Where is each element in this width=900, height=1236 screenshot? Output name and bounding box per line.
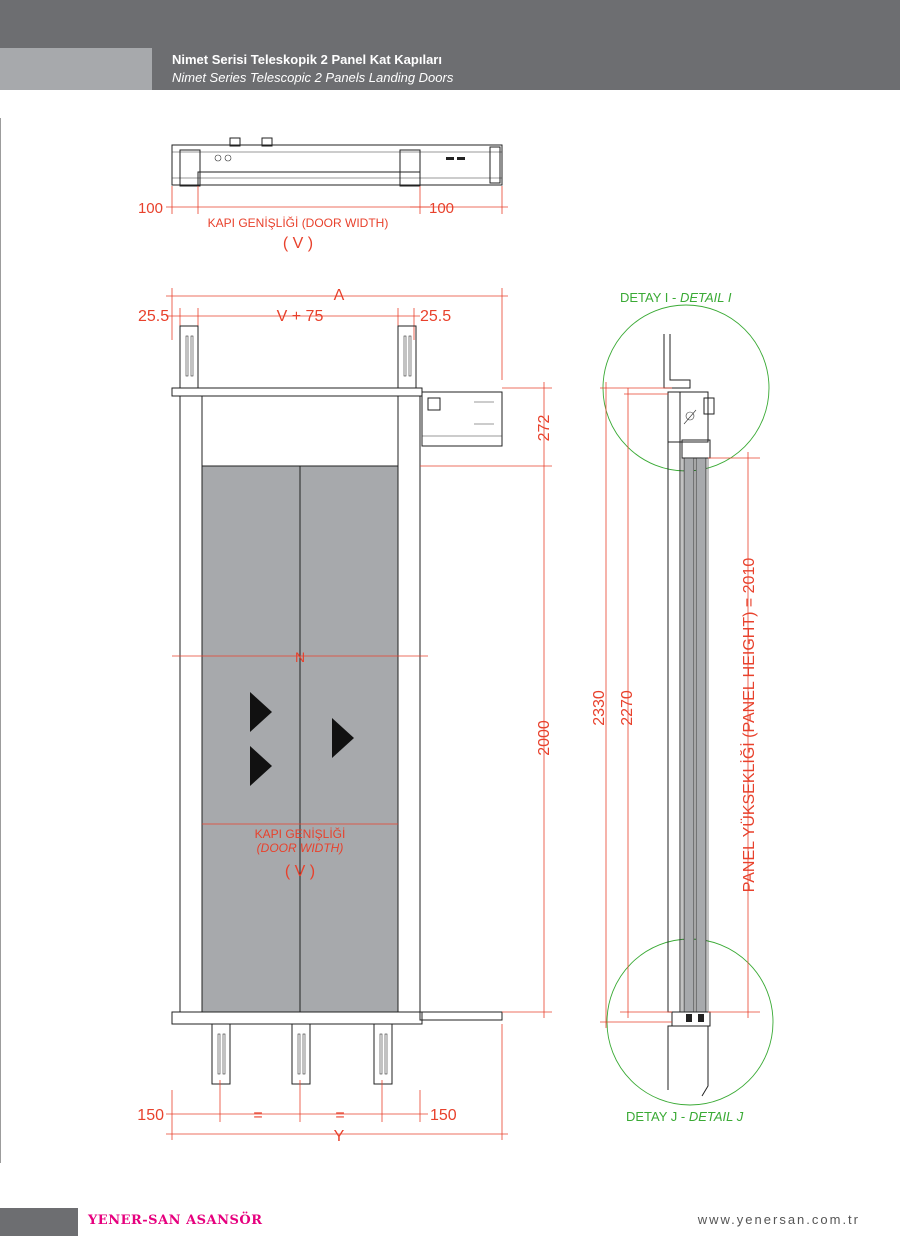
- top-door-width-symbol: ( V ): [282, 235, 314, 252]
- detail-i-label: [620, 290, 732, 305]
- panel-height-label: PANEL YÜKSEKLİĞİ (PANEL HEIGHT) = 2010: [741, 557, 758, 893]
- side-panel-2: [696, 458, 706, 1012]
- bracket-span-label: V + 75: [276, 308, 324, 325]
- top-view-rail: [172, 145, 502, 185]
- footer-brand: YENER-SAN ASANSÖR: [88, 1213, 263, 1228]
- right-margin-label: 25.5: [420, 308, 452, 325]
- side-dim-2270: 2270: [619, 690, 636, 726]
- side-panel-1: [684, 458, 694, 1012]
- lower-bracket-3: [374, 1024, 392, 1084]
- detail-i-suffix: DETAIL I: [679, 290, 732, 305]
- footer-url[interactable]: www.yenersan.com.tr: [697, 1212, 860, 1227]
- bottom-right-label: 150: [430, 1107, 457, 1124]
- detail-i-prefix: DETAY I -: [620, 290, 680, 305]
- bottom-left-label: 150: [137, 1107, 164, 1124]
- front-view: [166, 288, 552, 1140]
- door-width-label-tr: KAPI GENİŞLİĞİ: [254, 827, 346, 841]
- overall-width-label: A: [333, 287, 345, 304]
- top-view-right-bracket: [400, 150, 420, 186]
- bottom-total-label: Y: [333, 1128, 345, 1145]
- door-width-label-en: (DOOR WIDTH): [256, 841, 344, 855]
- side-dim-2330: 2330: [591, 690, 608, 726]
- top-left-offset: 100: [137, 200, 163, 217]
- page-title-tr: Nimet Serisi Teleskopik 2 Panel Kat Kapıları: [172, 52, 442, 67]
- top-right-offset: 100: [429, 200, 455, 217]
- door-width-symbol: ( V ): [284, 863, 316, 880]
- door-height-label: 2000: [536, 720, 553, 756]
- side-jamb: [668, 392, 680, 1012]
- right-jamb: [398, 396, 420, 1012]
- bottom-eq1-label: =: [253, 1107, 263, 1124]
- side-mechanism: [668, 392, 708, 442]
- detail-j-label: [626, 1109, 744, 1124]
- left-jamb: [180, 396, 202, 1012]
- detail-j-suffix: DETAIL J: [688, 1109, 744, 1124]
- upper-left-bracket: [180, 326, 198, 388]
- door-operator-box: [422, 392, 502, 446]
- page-title-en: Nimet Series Telescopic 2 Panels Landing Doors: [172, 70, 454, 85]
- top-view: [166, 138, 508, 214]
- top-view-sill: [198, 172, 420, 185]
- top-door-width-label: KAPI GENİŞLİĞİ (DOOR WIDTH): [207, 216, 389, 230]
- lower-bracket-2: [292, 1024, 310, 1084]
- detail-j-prefix: DETAY J -: [626, 1109, 689, 1124]
- upper-right-bracket: [398, 326, 416, 388]
- header-height-label: 272: [536, 414, 553, 442]
- lower-bracket-1: [212, 1024, 230, 1084]
- top-view-left-bracket: [180, 150, 200, 186]
- bottom-eq2-label: =: [335, 1107, 345, 1124]
- transom: [202, 396, 398, 466]
- footer-bar: [0, 1208, 78, 1236]
- left-margin-label: 25.5: [138, 308, 170, 325]
- opening-width-label: N: [294, 649, 306, 665]
